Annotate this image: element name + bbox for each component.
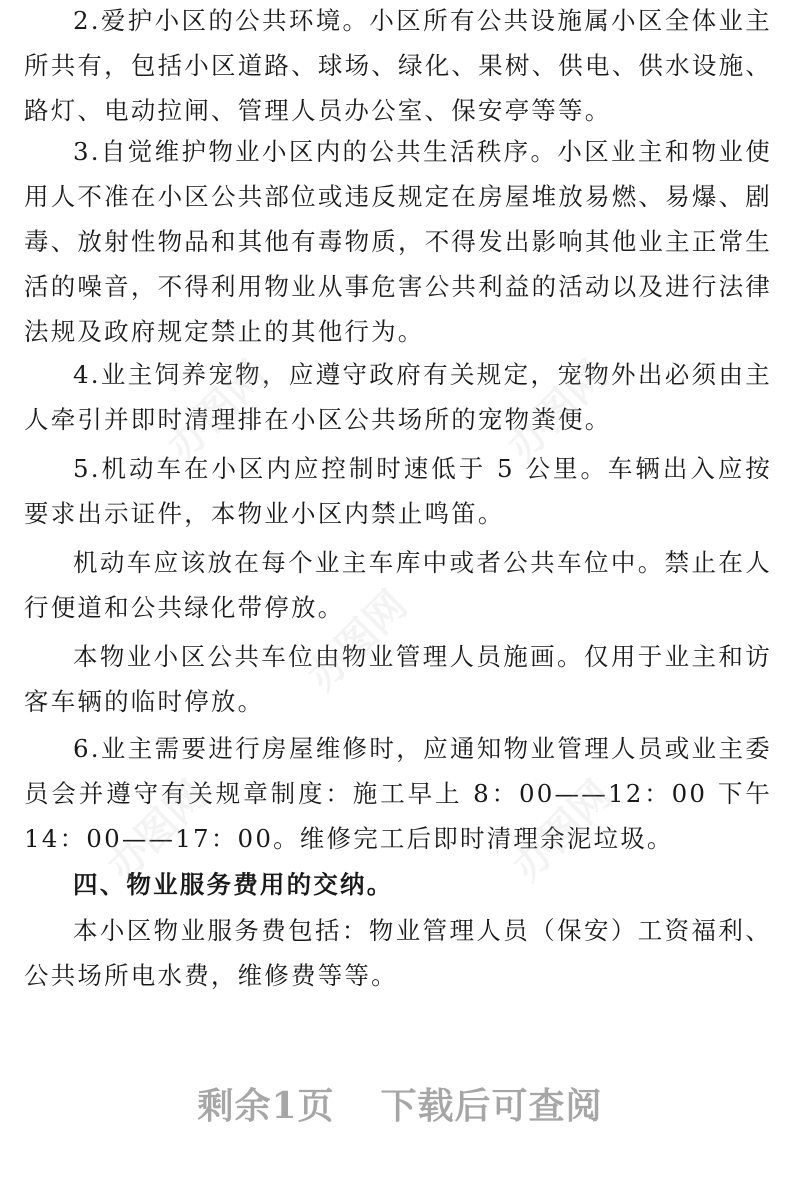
- paragraph-item-2: 2.爱护小区的公共环境。小区所有公共设施属小区全体业主所共有，包括小区道路、球场、绿化、果树、供电、供水设施、路灯、电动拉闸、管理人员办公室、保安亭等等。: [24, 6, 772, 125]
- watermark-text: 办图网: [158, 352, 277, 470]
- watermark-text: 办图网: [298, 582, 417, 700]
- download-prompt[interactable]: [0, 1078, 800, 1129]
- paragraph-item-5: 5.机动车在小区内应控制时速低于 5 公里。车辆出入应按要求出示证件，本物业小区内禁止鸣笛。: [24, 454, 772, 528]
- paragraph-item-4: 4.业主饲养宠物，应遵守政府有关规定，宠物外出必须由主人牵引并即时清理排在小区公共场所的宠物粪便。: [24, 360, 772, 434]
- watermark-text: 办图网: [498, 352, 617, 470]
- paragraph-item-6: 6.业主需要进行房屋维修时，应通知物业管理人员或业主委员会并遵守有关规章制度：施工早上 8：00——12：00 下午 14：00——17：00。维修完工后即时清理余泥垃圾。: [24, 734, 772, 853]
- remaining-pages-label: 剩余1页: [197, 1085, 335, 1127]
- paragraph-parking-location: 机动车应该放在每个业主车库中或者公共车位中。禁止在人行便道和公共绿化带停放。: [24, 548, 772, 622]
- paragraph-item-3: 3.自觉维护物业小区内的公共生活秩序。小区业主和物业使用人不准在小区公共部位或违反规定在房屋堆放易燃、易爆、剧毒、放射性物品和其他有毒物质，不得发出影响其他业主正常生活的噪音，不得利用物业从事危害公共利益的活动以及进行法律法规及政府规定禁止的其他行为。: [24, 137, 772, 346]
- watermark-text: 办图网: [503, 772, 622, 890]
- watermark-text: 办图网: [98, 772, 217, 890]
- download-to-view-label: 下载后可查阅: [380, 1085, 603, 1127]
- section-heading: 四、物业服务费用的交纳。: [73, 870, 394, 899]
- paragraph-service-fee: 本小区物业服务费包括：物业管理人员（保安）工资福利、公共场所电水费，维修费等等。: [24, 916, 772, 990]
- paragraph-parking-spaces: 本物业小区公共车位由物业管理人员施画。仅用于业主和访客车辆的临时停放。: [24, 642, 772, 716]
